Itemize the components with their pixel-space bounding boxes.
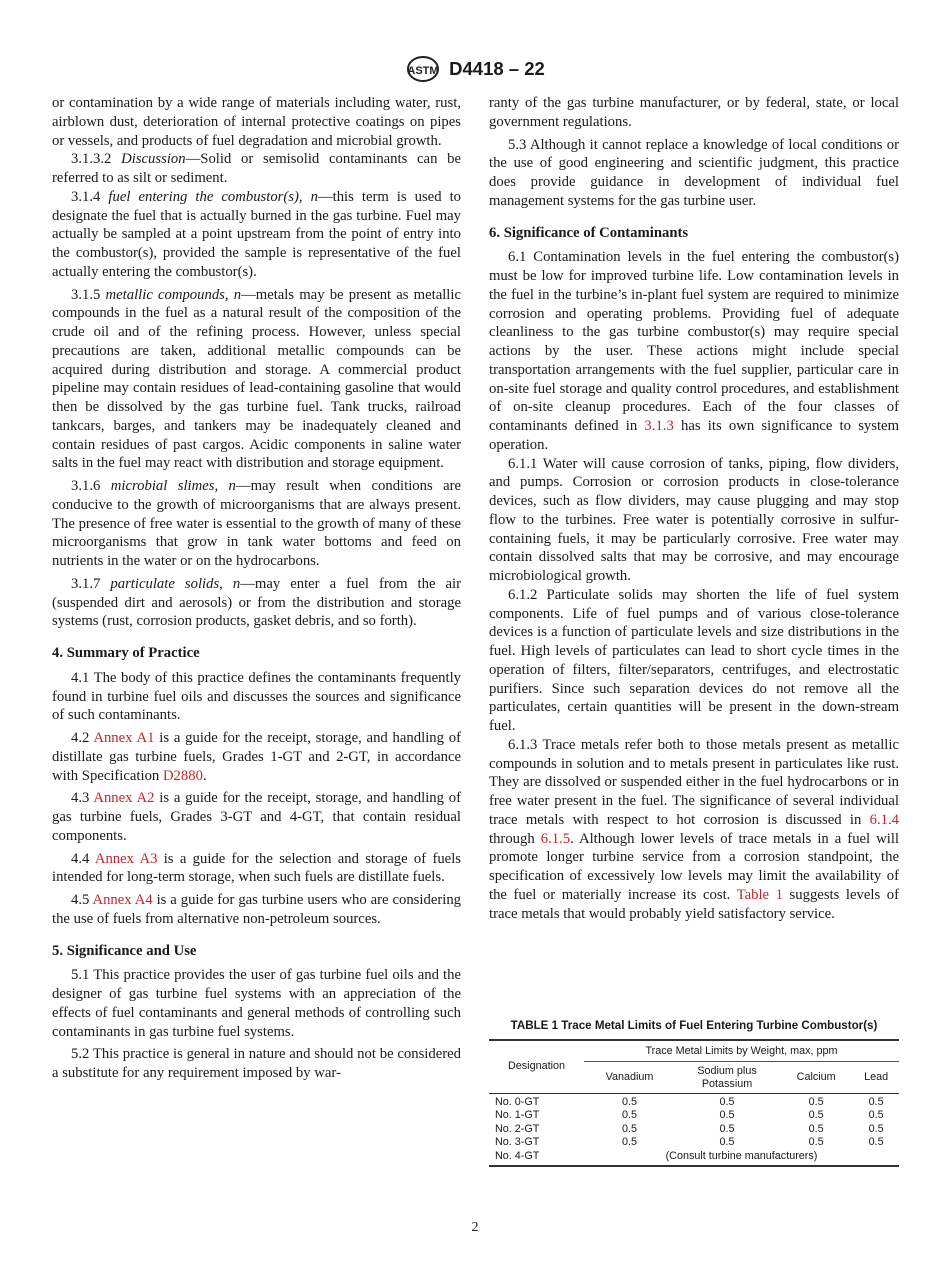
table-row (489, 1093, 899, 1109)
value-cell: 0.5 (622, 1095, 638, 1108)
paragraph-text: 4.5 (71, 892, 93, 908)
defined-term: metallic compounds, n (105, 286, 242, 303)
paragraph (489, 136, 899, 211)
paragraph-text: 5.3 Although it cannot replace a knowledge of local conditions or the use of good engineering and scientific judgment, this practice does provide guidance in development of individual fuel management systems for the gas turbine user. (489, 136, 899, 209)
paragraph-text: has its own significance to system operation. (489, 418, 899, 453)
paragraph-text: ranty of the gas turbine manufacturer, or by federal, state, or local government regulations. (489, 95, 899, 130)
value-cell: 0.5 (808, 1122, 824, 1135)
paragraph-text: . Although lower levels of trace metals in a fuel will promote longer turbine service from a corrosion standpoint, the specification of excessively low levels may limit the availability of the fuel or materially increase its cost. (489, 830, 899, 903)
paragraph-text: 3.1.5 (71, 286, 106, 303)
paragraph (489, 455, 899, 586)
cross-reference-link[interactable]: 3.1.3 (644, 418, 674, 434)
value-cell: 0.5 (719, 1122, 735, 1135)
paragraph-text: —this term is used to designate the fuel that is actually burned in the gas turbine. Fuel may actually be sampled at a point upstream from the point of entry into the combustor(s), provided the sample is representative of the fuel actually entering the combustor(s). (52, 188, 461, 280)
table-row (489, 1136, 899, 1150)
section-heading (489, 224, 899, 243)
column-header: Vanadium (584, 1061, 675, 1093)
designation-cell: No. 1-GT (495, 1109, 540, 1122)
cross-reference-link[interactable]: Table 1 (736, 886, 783, 903)
right-column (489, 94, 899, 923)
left-column (52, 94, 461, 1083)
paragraph-text: is a guide for the selection and storage of fuels intended for long-term storage, when such fuels are distillate fuels. (52, 850, 461, 886)
paragraph-text: 6.1 Contamination levels in the fuel entering the combustor(s) must be low for improved turbine life. Low contamination levels in the fuel in the turbine’s in-plant fuel system are required to minimize corrosion and operating problems. Providing fuel of adequate cleanliness to the gas turbine combustor(s) may require special actions by the user. These actions might include special transportation arrangements with the fuel supplier, particular care in on-site fuel storage and quality control procedures, and establishment of on-site cleanup procedures. Each of the four classes of contaminants defined in (489, 249, 899, 434)
paragraph (52, 1045, 461, 1083)
paragraph-text: —may enter a fuel from the air (suspended dirt and aerosols) or from the distribution and storage systems (rust, corrosion products, gasket debris, and so forth). (52, 575, 462, 630)
value-cell: 0.5 (622, 1122, 638, 1135)
designation-cell: No. 0-GT (495, 1095, 540, 1108)
value-cell: 0.5 (868, 1136, 884, 1149)
column-header: Lead (853, 1061, 899, 1093)
paragraph-text: —may result when conditions are conducive to the growth of microorganisms that are always present. The presence of free water is essential to the growth of many of these microorganisms that grow in tank water bottoms and feed on nutrients in the water or on the hydrocarbons. (52, 478, 462, 569)
paragraph-text: through (489, 830, 541, 847)
value-cell: 0.5 (868, 1109, 884, 1122)
section-heading (52, 942, 461, 961)
paragraph (52, 150, 461, 188)
paragraph-text: —metals may be present as metallic compounds in the fuel as a natural result of the composition of the crude oil and of the refining process. However, unless special precautions are taken, additional metallic compounds can be acquired during distribution and storage. A commercial product pipeline may contain residues of lead-containing gasoline that would then be dissolved by the gas turbine fuel. Tank trucks, railroad tankcars, barges, and tankers may be inadequately cleaned and contain residues of past cargos. Acidic components in saline water salts in the fuel may react with distribution and storage equipment. (52, 286, 461, 472)
paragraph-text: 5. Significance and Use (52, 942, 197, 959)
paragraph-text: is a guide for gas turbine users who are considering the use of fuels from alternative non-petroleum sources. (52, 892, 462, 927)
page-number: 2 (471, 1220, 479, 1235)
group-header: Trace Metal Limits by Weight, max, ppm (584, 1040, 899, 1062)
paragraph-text: 3.1.7 (71, 575, 111, 592)
paragraph (52, 575, 461, 631)
paragraph (52, 729, 461, 785)
paragraph-text: 4.2 (71, 730, 94, 746)
paragraph (489, 94, 899, 132)
paragraph-text: 4.4 (71, 850, 95, 867)
table-row (489, 1123, 899, 1137)
paragraph (489, 586, 899, 736)
paragraph-text: —Solid or semisolid contaminants can be referred to as silt or sediment. (52, 151, 462, 186)
defined-term: fuel entering the combustor(s), n (108, 188, 318, 205)
paragraph (52, 891, 461, 929)
value-cell: 0.5 (622, 1109, 638, 1122)
paragraph (52, 94, 461, 150)
designation-cell: No. 2-GT (495, 1122, 540, 1135)
defined-term: Discussion (121, 151, 186, 168)
paragraph-text: . (202, 767, 207, 784)
paragraph (52, 286, 461, 474)
table-row (489, 1150, 899, 1167)
paragraph (52, 850, 461, 888)
paragraph-text: 6.1.3 Trace metals refer both to those metals present as metallic compounds in solution and to metals present in particulates like rust. They are dissolved or suspended either in the fuel hydrocarbons or in free water present in the fuel. The significance of several individual trace metals with respect to hot corrosion is discussed in (489, 736, 899, 828)
paragraph-text: or contamination by a wide range of materials including water, rust, airblown dust, deterioration of internal protective coatings on pipes or vessels, and products of fuel degradation and microbial growth. (52, 95, 461, 149)
paragraph (52, 477, 461, 571)
page-header (0, 55, 950, 83)
column-header: Calcium (779, 1061, 853, 1093)
paragraph-text: 6. Significance of Contaminants (489, 224, 689, 241)
defined-term: particulate solids, n (110, 575, 241, 592)
paragraph-text: 4.3 (71, 790, 94, 807)
paragraph-text: 6.1.2 Particulate solids may shorten the life of fuel system components. Life of fuel pumps and of various close-tolerance devices is a function of particulate levels and size distributions in the fuel. High levels of particulates can lead to short cycle times in the operation of filters, filter/separators, centrifuges, and electrostatic purifiers. Since such separation devices do not remove all the particulates, certain quantities will be present in the down-stream fuel. (489, 586, 899, 734)
section-heading (52, 644, 461, 663)
designation-header: Designation (489, 1040, 584, 1094)
cross-reference-link[interactable]: Annex A4 (92, 892, 153, 908)
cross-reference-link[interactable]: 6.1.4 (869, 811, 899, 828)
paragraph-text: is a guide for the receipt, storage, and handling of distillate gas turbine fuels, Grades 1-GT and 2-GT, in accordance with Specification (52, 730, 461, 784)
value-cell: 0.5 (808, 1095, 824, 1108)
paragraph-text: 3.1.6 (71, 478, 111, 494)
cross-reference-link[interactable]: 6.1.5 (540, 830, 571, 847)
paragraph-text: 3.1.3.2 (71, 151, 122, 168)
defined-term: microbial slimes, n (110, 478, 236, 494)
paragraph-text: 5.1 This practice provides the user of gas turbine fuel oils and the designer of gas turbine fuel systems with an appreciation of the effects of fuel contaminants and general methods of controlling such contaminants in gas turbine fuel systems. (52, 967, 461, 1040)
paragraph (489, 736, 899, 924)
note-cell: (Consult turbine manufacturers) (584, 1150, 899, 1167)
designation-cell: No. 4-GT (489, 1150, 584, 1167)
paragraph-text: suggests levels of trace metals that would probably yield satisfactory service. (489, 886, 899, 922)
paragraph-text: 6.1.1 Water will cause corrosion of tanks, piping, flow dividers, and pumps. Corrosion or corrosion products in close-tolerance devices, such as flow dividers, may cause plugging and may stop flow to the turbines. Free water is potentially corrosive in sulfur-containing fuels, it may be particularly corrosive. Free water may contain dissolved salts that may be corrosive, and may encourage microbiological growth. (489, 455, 899, 584)
value-cell: 0.5 (868, 1122, 884, 1135)
value-cell: 0.5 (719, 1136, 735, 1149)
table-title: TABLE 1 Trace Metal Limits of Fuel Entering Turbine Combustor(s) (510, 1019, 878, 1032)
paragraph (52, 789, 461, 845)
value-cell: 0.5 (868, 1095, 884, 1108)
astm-logo-icon (405, 55, 441, 83)
value-cell: 0.5 (719, 1095, 735, 1108)
cross-reference-link[interactable]: Annex A2 (93, 790, 155, 807)
cross-reference-link[interactable]: Annex A1 (93, 730, 155, 746)
paragraph-text: 5.2 This practice is general in nature and should not be considered a substitute for any requirement imposed by war- (52, 1046, 461, 1081)
designation-cell: No. 3-GT (495, 1136, 540, 1149)
paragraph (52, 669, 461, 725)
column-header: Sodium plus Potassium (675, 1061, 779, 1093)
cross-reference-link[interactable]: Annex A3 (94, 850, 158, 867)
value-cell: 0.5 (808, 1109, 824, 1122)
value-cell: 0.5 (622, 1136, 638, 1149)
paragraph (52, 188, 461, 282)
paragraph-text: is a guide for the receipt, storage, and handling of gas turbine fuels, Grades 3-GT and 4-GT, that contain residual components. (52, 790, 461, 844)
svg-text:ASTM: ASTM (407, 65, 439, 77)
paragraph (489, 248, 899, 454)
paragraph-text: 3.1.4 (71, 188, 109, 205)
paragraph (52, 966, 461, 1041)
document-code: D4418 – 22 (449, 58, 545, 79)
value-cell: 0.5 (808, 1136, 824, 1149)
paragraph-text: 4. Summary of Practice (52, 645, 200, 661)
cross-reference-link[interactable]: D2880 (162, 767, 203, 784)
table-row (489, 1109, 899, 1123)
value-cell: 0.5 (719, 1109, 735, 1122)
trace-metal-table (489, 1019, 899, 1167)
paragraph-text: 4.1 The body of this practice defines the contaminants frequently found in turbine fuel oils and discusses the sources and significance of such contaminants. (52, 669, 461, 724)
